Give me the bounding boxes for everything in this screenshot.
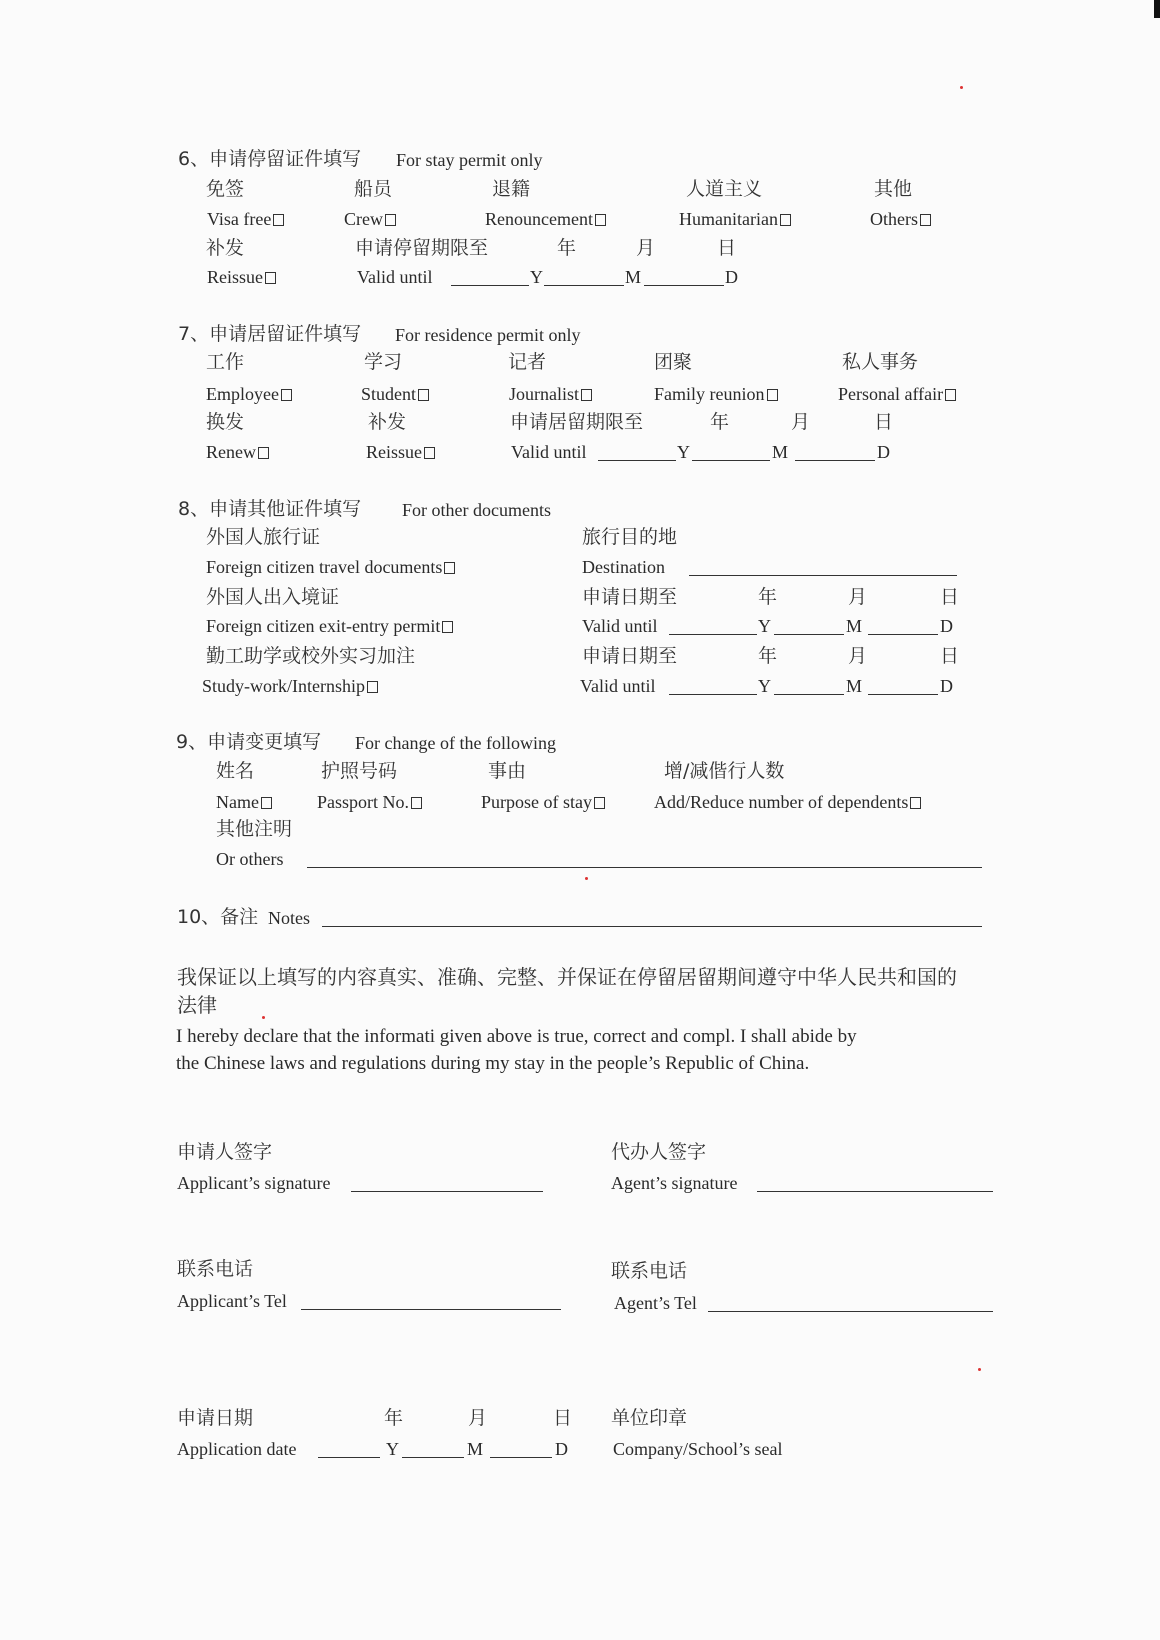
s8-valid1-label: Valid until (582, 616, 658, 636)
s7-employee-zh: 工作 (206, 351, 245, 373)
s7-reissue-zh: 补发 (368, 411, 407, 433)
s7-journalist-checkbox[interactable] (581, 389, 592, 401)
s8-day1-zh: 日 (940, 586, 960, 608)
s6-year-field[interactable] (451, 285, 529, 286)
s8-dest-label: Destination (582, 557, 665, 577)
s6-renouncement-zh: 退籍 (492, 178, 531, 200)
s9-name-zh: 姓名 (216, 760, 255, 782)
s6-reissue-zh: 补发 (206, 237, 245, 259)
s8-day1-field[interactable] (868, 634, 938, 635)
application-month-zh: 月 (468, 1407, 488, 1429)
s7-renew-zh: 换发 (206, 411, 245, 433)
s7-journalist[interactable] (509, 385, 592, 403)
s6-y-label: Y (530, 267, 543, 287)
s6-day-zh: 日 (717, 237, 737, 259)
s7-reissue-label: Reissue (366, 442, 422, 462)
application-year-zh: 年 (384, 1407, 404, 1429)
declaration-en-line2: the Chinese laws and regulations during my stay in the people’s Republic of China. (176, 1053, 810, 1074)
s8-month1-field[interactable] (774, 634, 844, 635)
s8-valid2-zh: 申请日期至 (582, 645, 678, 667)
s7-month-zh: 月 (791, 411, 811, 433)
s8-year1-zh: 年 (758, 586, 778, 608)
s8-study-label: Study-work/Internship (202, 676, 365, 696)
s7-family-checkbox[interactable] (767, 389, 778, 401)
s7-journalist-zh: 记者 (508, 351, 547, 373)
s6-title-zh: 6、申请停留证件填写 (178, 148, 362, 170)
s7-y-label: Y (677, 442, 690, 462)
s7-employee[interactable] (206, 385, 292, 403)
s8-year2-zh: 年 (758, 645, 778, 667)
s8-year2-field[interactable] (669, 694, 757, 695)
s8-destination-field[interactable] (689, 575, 957, 576)
s9-dependents-zh: 增/减偕行人数 (664, 760, 785, 782)
applicant-signature-label: Applicant’s signature (177, 1173, 331, 1193)
s7-student-checkbox[interactable] (418, 389, 429, 401)
s8-study-checkbox[interactable] (367, 681, 378, 693)
applicant-tel-zh: 联系电话 (177, 1258, 254, 1280)
s8-month1-zh: 月 (848, 586, 868, 608)
scan-speck (585, 877, 588, 880)
s10-notes-field[interactable] (322, 926, 982, 927)
s7-title-en: For residence permit only (395, 325, 581, 345)
s6-year-zh: 年 (557, 237, 577, 259)
s6-renouncement-label: Renouncement (485, 209, 593, 229)
s7-month-field[interactable] (692, 460, 770, 461)
s6-valid-zh: 申请停留期限至 (355, 237, 489, 259)
s8-valid1-zh: 申请日期至 (582, 586, 678, 608)
s9-purpose-checkbox[interactable] (594, 797, 605, 809)
agent-signature-label: Agent’s signature (611, 1173, 738, 1193)
s9-name[interactable] (216, 793, 272, 811)
s7-day-field[interactable] (795, 460, 875, 461)
s8-day2-field[interactable] (868, 694, 938, 695)
s7-student[interactable] (361, 385, 429, 403)
s6-m-label: M (625, 267, 642, 287)
application-day-zh: 日 (553, 1407, 573, 1429)
s7-personal-zh: 私人事务 (842, 351, 919, 373)
s9-others-label: Or others (216, 849, 284, 869)
s9-purpose-label: Purpose of stay (481, 792, 592, 812)
s6-visa-free-checkbox[interactable] (273, 214, 284, 226)
s7-employee-label: Employee (206, 384, 279, 404)
s8-title-en: For other documents (402, 500, 551, 520)
s6-humanitarian-zh: 人道主义 (686, 178, 763, 200)
applicant-tel-field[interactable] (301, 1309, 561, 1310)
s6-others-label: Others (870, 209, 918, 229)
s6-visa-free[interactable] (207, 210, 284, 228)
agent-tel-field[interactable] (708, 1311, 993, 1312)
application-month-field[interactable] (402, 1457, 464, 1458)
application-year-field[interactable] (318, 1457, 380, 1458)
s6-crew-label: Crew (344, 209, 383, 229)
s7-day-zh: 日 (874, 411, 894, 433)
agent-signature-field[interactable] (757, 1191, 993, 1192)
s8-study-zh: 勤工助学或校外实习加注 (206, 645, 416, 667)
s7-renew-label: Renew (206, 442, 256, 462)
agent-tel-label: Agent’s Tel (614, 1293, 697, 1313)
s9-name-checkbox[interactable] (261, 797, 272, 809)
s6-others-zh: 其他 (874, 178, 913, 200)
s8-d2-label: D (940, 676, 953, 696)
s10-label-zh: 10、备注 (177, 906, 259, 928)
s7-m-label: M (772, 442, 789, 462)
s7-student-label: Student (361, 384, 417, 404)
application-day-field[interactable] (490, 1457, 552, 1458)
s8-exit-checkbox[interactable] (442, 621, 453, 633)
scan-speck (262, 1016, 265, 1019)
s7-family[interactable] (654, 385, 778, 403)
s9-others-zh: 其他注明 (216, 818, 293, 840)
s8-exit-zh: 外国人出入境证 (206, 586, 340, 608)
s6-others-checkbox[interactable] (920, 214, 931, 226)
s8-d1-label: D (940, 616, 953, 636)
s6-others[interactable] (870, 210, 931, 228)
s7-reissue-checkbox[interactable] (424, 447, 435, 459)
seal-zh: 单位印章 (611, 1407, 688, 1429)
applicant-signature-zh: 申请人签字 (177, 1141, 273, 1163)
s7-family-zh: 团聚 (654, 351, 693, 373)
s7-year-field[interactable] (598, 460, 676, 461)
s8-month2-zh: 月 (848, 645, 868, 667)
s6-d-label: D (725, 267, 738, 287)
s8-travel-label: Foreign citizen travel documents (206, 557, 443, 577)
s8-y1-label: Y (758, 616, 771, 636)
s7-renew[interactable] (206, 443, 269, 461)
seal-label: Company/School’s seal (613, 1439, 783, 1459)
s8-exit-label: Foreign citizen exit-entry permit (206, 616, 441, 636)
declaration-en-line1: I hereby declare that the informati given above is true, correct and compl. I shall abide by (176, 1026, 857, 1047)
application-d-label: D (555, 1439, 568, 1459)
s7-family-label: Family reunion (654, 384, 765, 404)
s8-travel-checkbox[interactable] (444, 562, 455, 574)
declaration-zh-line1: 我保证以上填写的内容真实、准确、完整、并保证在停留居留期间遵守中华人民共和国的 (177, 965, 957, 989)
agent-tel-zh: 联系电话 (611, 1260, 688, 1282)
s9-purpose[interactable] (481, 793, 605, 811)
s8-day2-zh: 日 (940, 645, 960, 667)
s7-d-label: D (877, 442, 890, 462)
s8-exit[interactable] (206, 617, 453, 635)
s6-reissue[interactable] (207, 268, 276, 286)
s6-title-en: For stay permit only (396, 150, 543, 170)
s7-personal-checkbox[interactable] (945, 389, 956, 401)
s7-journalist-label: Journalist (509, 384, 579, 404)
s6-humanitarian-checkbox[interactable] (780, 214, 791, 226)
s9-passport-label: Passport No. (317, 792, 410, 812)
s6-visa-free-zh: 免签 (206, 178, 245, 200)
s6-humanitarian[interactable] (679, 210, 791, 228)
s9-dependents-label: Add/Reduce number of dependents (654, 792, 909, 812)
application-date-zh: 申请日期 (177, 1407, 254, 1429)
s6-crew-checkbox[interactable] (385, 214, 396, 226)
application-date-label: Application date (177, 1439, 297, 1459)
s9-dependents[interactable] (654, 793, 921, 811)
s8-travel-zh: 外国人旅行证 (206, 526, 321, 548)
s6-humanitarian-label: Humanitarian (679, 209, 778, 229)
s6-crew[interactable] (344, 210, 396, 228)
s6-renouncement-checkbox[interactable] (595, 214, 606, 226)
s7-personal[interactable] (838, 385, 956, 403)
s8-m1-label: M (846, 616, 863, 636)
s8-m2-label: M (846, 676, 863, 696)
applicant-tel-label: Applicant’s Tel (177, 1291, 287, 1311)
s7-renew-checkbox[interactable] (258, 447, 269, 459)
s7-year-zh: 年 (710, 411, 730, 433)
s9-purpose-zh: 事由 (488, 760, 527, 782)
s7-personal-label: Personal affair (838, 384, 944, 404)
s7-employee-checkbox[interactable] (281, 389, 292, 401)
s8-month2-field[interactable] (774, 694, 844, 695)
s8-travel[interactable] (206, 558, 455, 576)
s9-passport-checkbox[interactable] (411, 797, 422, 809)
s8-valid2-label: Valid until (580, 676, 656, 696)
scan-speck (960, 86, 963, 89)
s6-crew-zh: 船员 (354, 178, 393, 200)
s6-valid-label: Valid until (357, 267, 433, 287)
s8-year1-field[interactable] (669, 634, 757, 635)
s6-month-zh: 月 (636, 237, 656, 259)
scan-edge-mark (1154, 0, 1160, 18)
s6-reissue-label: Reissue (207, 267, 263, 287)
s6-reissue-checkbox[interactable] (265, 272, 276, 284)
s10-label-en: Notes (268, 908, 310, 928)
s7-student-zh: 学习 (364, 351, 403, 373)
s7-valid-label: Valid until (511, 442, 587, 462)
s9-dependents-checkbox[interactable] (910, 797, 921, 809)
s9-passport[interactable] (317, 793, 422, 811)
s6-renouncement[interactable] (485, 210, 606, 228)
s8-y2-label: Y (758, 676, 771, 696)
s7-valid-zh: 申请居留期限至 (510, 411, 644, 433)
applicant-signature-field[interactable] (351, 1191, 543, 1192)
s9-title-zh: 9、申请变更填写 (176, 731, 322, 753)
s7-reissue[interactable] (366, 443, 435, 461)
s6-visa-free-label: Visa free (207, 209, 272, 229)
s6-month-field[interactable] (544, 285, 624, 286)
application-m-label: M (467, 1439, 484, 1459)
agent-signature-zh: 代办人签字 (611, 1141, 707, 1163)
s9-passport-zh: 护照号码 (321, 760, 398, 782)
s8-study[interactable] (202, 677, 378, 695)
declaration-zh-line2: 法律 (177, 993, 217, 1017)
scan-speck (978, 1368, 981, 1371)
s6-day-field[interactable] (644, 285, 724, 286)
application-y-label: Y (386, 1439, 399, 1459)
s7-title-zh: 7、申请居留证件填写 (178, 323, 362, 345)
s9-others-field[interactable] (307, 867, 982, 868)
s9-title-en: For change of the following (355, 733, 556, 753)
s9-name-label: Name (216, 792, 259, 812)
s8-title-zh: 8、申请其他证件填写 (178, 498, 362, 520)
s8-dest-zh: 旅行目的地 (582, 526, 678, 548)
